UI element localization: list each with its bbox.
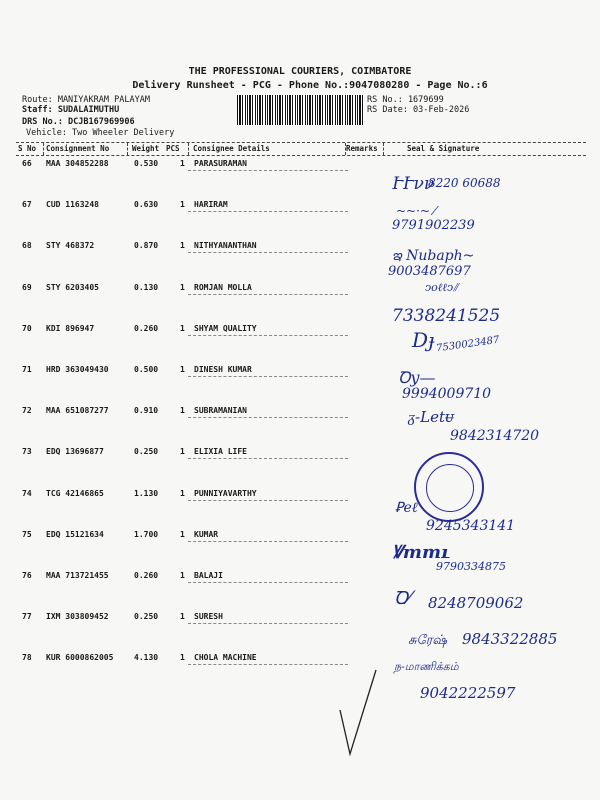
rs-number: RS No.: 1679699 <box>367 95 444 105</box>
cell-consignment: KDI 896947 <box>46 323 95 333</box>
cell-sno: 78 <box>22 653 32 663</box>
header-weight: Weight <box>132 144 160 153</box>
cell-consignment: STY 468372 <box>46 241 95 251</box>
row-underline <box>188 458 348 459</box>
company-seal-stamp <box>414 452 484 522</box>
signature-scribble: Dɟ <box>412 328 435 352</box>
cell-weight: 0.260 <box>134 323 159 333</box>
cell-sno: 68 <box>22 241 32 251</box>
barcode <box>237 95 364 125</box>
cell-consignee: SURESH <box>194 612 223 622</box>
row-underline <box>188 252 348 253</box>
row-underline <box>188 541 348 542</box>
cell-pcs: 1 <box>180 571 185 580</box>
handwritten-phone-67: 9791902239 <box>392 218 475 233</box>
header-bottom-rule <box>16 155 586 156</box>
handwritten-phone-69: 7338241525 <box>392 306 501 326</box>
header-remarks: Remarks <box>346 144 378 153</box>
cell-sno: 72 <box>22 406 32 416</box>
cell-consignee: PARASURAMAN <box>194 159 247 168</box>
row-underline <box>188 335 348 336</box>
handwritten-phone-78: 9042222597 <box>420 684 516 702</box>
cell-consignment: MAA 651087277 <box>46 406 109 416</box>
signature-scribble: Ꝺy— <box>398 368 436 387</box>
cell-consignment: KUR 6000862005 <box>46 653 114 663</box>
cell-weight: 0.870 <box>134 241 159 251</box>
cell-weight: 1.700 <box>134 529 159 539</box>
cell-consignee: CHOLA MACHINE <box>194 653 257 663</box>
col-divider <box>383 143 384 155</box>
col-divider <box>188 143 189 155</box>
header-seal: Seal & Signature <box>407 144 480 153</box>
company-title: THE PROFESSIONAL COURIERS, COIMBATORE <box>188 66 412 77</box>
cell-consignee: SHYAM QUALITY <box>194 323 257 333</box>
cell-pcs: 1 <box>180 241 185 251</box>
cell-consignment: MAA 304852288 <box>46 159 109 168</box>
cell-sno: 67 <box>22 200 32 210</box>
cell-weight: 0.250 <box>134 447 159 457</box>
tick-mark <box>338 668 378 758</box>
cell-weight: 1.130 <box>134 488 159 498</box>
row-underline <box>188 211 348 212</box>
handwritten-phone-75: 9790334875 <box>436 560 506 573</box>
handwritten-phone-74: 9245343141 <box>426 518 516 534</box>
cell-sno: 70 <box>22 323 32 333</box>
cell-consignment: EDQ 15121634 <box>46 529 104 539</box>
handwritten-phone-77: 9843322885 <box>462 630 558 648</box>
cell-consignee: ROMJAN MOLLA <box>194 282 252 292</box>
cell-pcs: 1 <box>180 529 185 539</box>
runsheet-subtitle: Delivery Runsheet - PCG - Phone No.:9047080280 - Page No.:6 <box>132 80 488 91</box>
cell-weight: 0.630 <box>134 200 159 210</box>
handwritten-phone-66: 8220 60688 <box>428 176 501 190</box>
signature-scribble: ఇ Nubaph~ <box>392 248 475 264</box>
cell-weight: 0.250 <box>134 612 159 622</box>
cell-consignment: TCG 42146865 <box>46 488 104 498</box>
rs-date: RS Date: 03-Feb-2026 <box>367 105 470 115</box>
signature-scribble: Ꝟmmւ <box>392 542 450 563</box>
col-divider <box>127 143 128 155</box>
cell-pcs: 1 <box>180 653 185 663</box>
cell-pcs: 1 <box>180 447 185 457</box>
cell-sno: 77 <box>22 612 32 622</box>
cell-weight: 0.910 <box>134 406 159 416</box>
cell-consignee: SUBRAMANIAN <box>194 406 247 416</box>
row-underline <box>188 582 348 583</box>
row-underline <box>188 417 348 418</box>
handwritten-phone-72: 9842314720 <box>450 428 540 444</box>
cell-sno: 69 <box>22 282 32 292</box>
cell-pcs: 1 <box>180 365 185 374</box>
cell-consignment: CUD 1163248 <box>46 200 99 210</box>
cell-sno: 73 <box>22 447 32 457</box>
cell-consignee: PUNNIYAVARTHY <box>194 488 257 498</box>
cell-sno: 71 <box>22 365 32 374</box>
staff-label: Staff: SUDALAIMUTHU <box>22 105 120 115</box>
row-underline <box>188 170 348 171</box>
table-header <box>16 143 586 155</box>
drs-label: DRS No.: DCJB167969906 <box>22 117 135 127</box>
header-pcs: PCS <box>166 144 180 153</box>
signature-scribble: ↄoℓℓↄ⫽ <box>425 281 459 294</box>
cell-consignee: DINESH KUMAR <box>194 365 252 374</box>
cell-sno: 74 <box>22 488 32 498</box>
cell-weight: 0.530 <box>134 159 159 168</box>
header-sno: S No <box>18 144 37 153</box>
signature-scribble: சுரேஷ் <box>408 633 447 648</box>
row-underline <box>188 664 348 665</box>
cell-sno: 66 <box>22 159 32 168</box>
cell-sno: 76 <box>22 571 32 580</box>
handwritten-phone-68: 9003487697 <box>388 264 471 279</box>
col-divider <box>43 143 44 155</box>
handwritten-phone-71: 9994009710 <box>402 386 492 402</box>
signature-scribble: ந-மாணிக்கம் <box>394 660 459 673</box>
handwritten-phone-70: 7530023487 <box>435 334 501 355</box>
cell-consignment: EDQ 13696877 <box>46 447 104 457</box>
vehicle-label: Vehicle: Two Wheeler Delivery <box>26 128 175 138</box>
signature-scribble: ՒՒνν <box>392 174 435 194</box>
row-underline <box>188 294 348 295</box>
header-consignee: Consignee Details <box>193 144 270 153</box>
cell-consignee: BALAJI <box>194 571 223 580</box>
signature-scribble: Ꝑeℓ <box>395 500 418 516</box>
cell-consignee: KUMAR <box>194 529 219 539</box>
signature-scribble: ~~·~ ⁄ <box>396 204 436 218</box>
cell-weight: 0.260 <box>134 571 159 580</box>
route-label: Route: MANIYAKRAM PALAYAM <box>22 95 150 105</box>
cell-pcs: 1 <box>180 488 185 498</box>
cell-consignment: IXM 303809452 <box>46 612 109 622</box>
col-divider <box>345 143 346 155</box>
cell-weight: 4.130 <box>134 653 159 663</box>
cell-pcs: 1 <box>180 200 185 210</box>
cell-pcs: 1 <box>180 159 185 168</box>
cell-weight: 0.130 <box>134 282 159 292</box>
cell-consignee: HARIRAM <box>194 200 228 210</box>
cell-pcs: 1 <box>180 282 185 292</box>
row-underline <box>188 376 348 377</box>
cell-pcs: 1 <box>180 323 185 333</box>
cell-consignment: STY 6203405 <box>46 282 99 292</box>
handwritten-phone-76: 8248709062 <box>428 594 524 612</box>
cell-weight: 0.500 <box>134 365 159 374</box>
signature-scribble: Ꝺ⁄ <box>394 588 411 609</box>
signature-scribble: ᵹ-Letᵾ <box>408 408 454 426</box>
cell-pcs: 1 <box>180 612 185 622</box>
row-underline <box>188 500 348 501</box>
cell-consignee: ELIXIA LIFE <box>194 447 247 457</box>
header-consignment: Consignment No <box>46 144 110 153</box>
cell-consignment: MAA 713721455 <box>46 571 109 580</box>
cell-consignment: HRD 363049430 <box>46 365 109 374</box>
cell-pcs: 1 <box>180 406 185 416</box>
cell-sno: 75 <box>22 529 32 539</box>
row-underline <box>188 623 348 624</box>
cell-consignee: NITHYANANTHAN <box>194 241 257 251</box>
